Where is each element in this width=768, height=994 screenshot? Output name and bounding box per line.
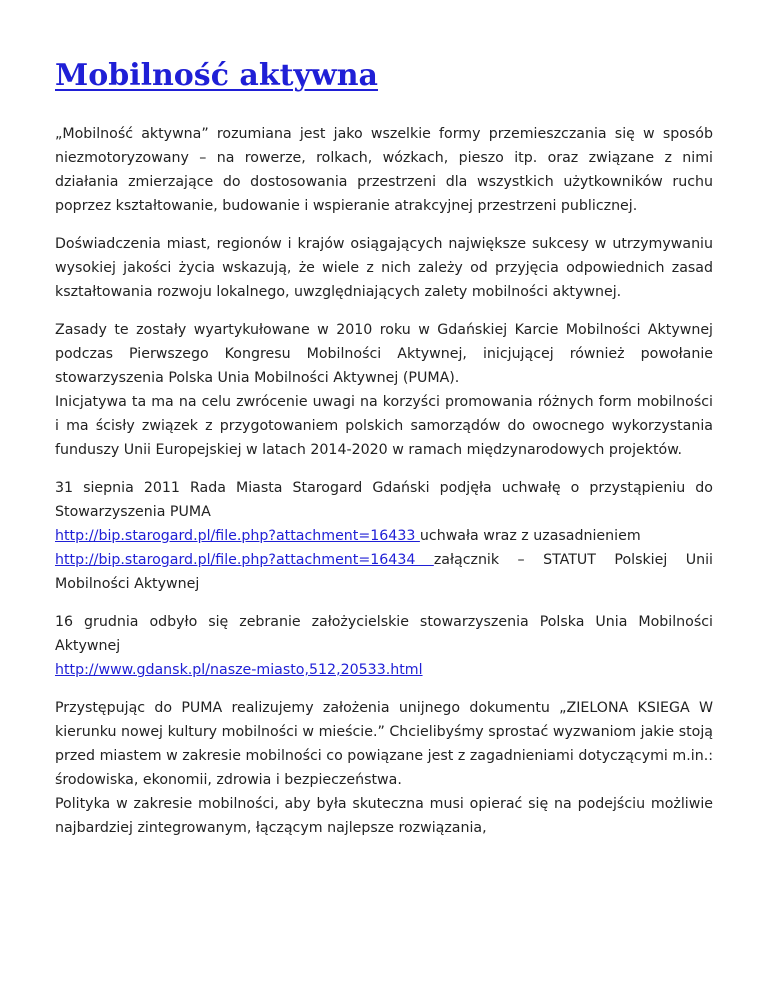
paragraph-founding-meeting <box>55 610 713 682</box>
paragraph-principles <box>55 318 713 462</box>
founding-meeting-link[interactable]: http://www.gdansk.pl/nasze-miasto,512,20533.html <box>55 662 423 678</box>
initiative-text: Inicjatywa ta ma na celu zwrócenie uwagi na korzyści promowania różnych form mobilności i ma ścisły związek z przygotowaniem polskich samorządów do owocnego wykorzystania funduszy Unii Europejskiej w latach 2014-2020 w ramach międzynarodowych projektów. <box>55 394 713 458</box>
statute-link[interactable]: http://bip.starogard.pl/file.php?attachment=16434 <box>55 552 434 568</box>
paragraph-experiences: Doświadczenia miast, regionów i krajów osiągających największe sukcesy w utrzymywaniu wysokiej jakości życia wskazują, że wiele z nich zależy od przyjęcia odpowiednich zasad kształtowania rozwoju lokalnego, uwzględniających zalety mobilności aktywnej. <box>55 236 713 300</box>
resolution-link-desc: uchwała wraz z uzasadnieniem <box>419 528 641 544</box>
resolution-link-row <box>55 524 713 548</box>
paragraph-resolution <box>55 476 713 596</box>
document-page <box>55 54 713 854</box>
statute-link-row <box>55 548 713 596</box>
page-title[interactable] <box>55 54 713 98</box>
founding-meeting-text: 16 grudnia odbyło się zebranie założycielskie stowarzyszenia Polska Unia Mobilności Aktywnej <box>55 614 713 654</box>
green-paper-text: Przystępując do PUMA realizujemy założenia unijnego dokumentu „ZIELONA KSIEGA W kierunku nowej kultury mobilności w mieście.” Chcielibyśmy sprostać wyzwaniom jakie stoją przed miastem w zakresie mobilności co powiązane jest z zagadnieniami dotyczącymi m.in.: środowiska, ekonomii, zdrowia i bezpieczeństwa. <box>55 700 713 788</box>
paragraph-definition: „Mobilność aktywna” rozumiana jest jako wszelkie formy przemieszczania się w sposób niezmotoryzowany – na rowerze, rolkach, wózkach, pieszo itp. oraz związane z nimi działania zmierzające do dostosowania przestrzeni dla wszystkich użytkowników ruchu poprzez kształtowanie, budowanie i wspieranie atrakcyjnej przestrzeni publicznej. <box>55 126 713 214</box>
page-title-link[interactable]: Mobilność aktywna <box>55 58 378 93</box>
mobility-policy-text: Polityka w zakresie mobilności, aby była skuteczna musi opierać się na podejściu możliwie najbardziej zintegrowanym, łączącym najlepsze rozwiązania, <box>55 796 713 836</box>
resolution-link[interactable]: http://bip.starogard.pl/file.php?attachment=16433 <box>55 528 420 544</box>
resolution-text: 31 siepnia 2011 Rada Miasta Starogard Gdański podjęła uchwałę o przystąpieniu do Stowarzyszenia PUMA <box>55 480 713 520</box>
principles-text: Zasady te zostały wyartykułowane w 2010 roku w Gdańskiej Karcie Mobilności Aktywnej podczas Pierwszego Kongresu Mobilności Aktywnej, inicjującej również powołanie stowarzyszenia Polska Unia Mobilności Aktywnej (PUMA). <box>55 322 713 386</box>
paragraph-green-paper <box>55 696 713 840</box>
founding-link-row <box>55 658 713 682</box>
statute-link-desc: załącznik – STATUT Polskiej Unii Mobilności Aktywnej <box>55 552 713 592</box>
